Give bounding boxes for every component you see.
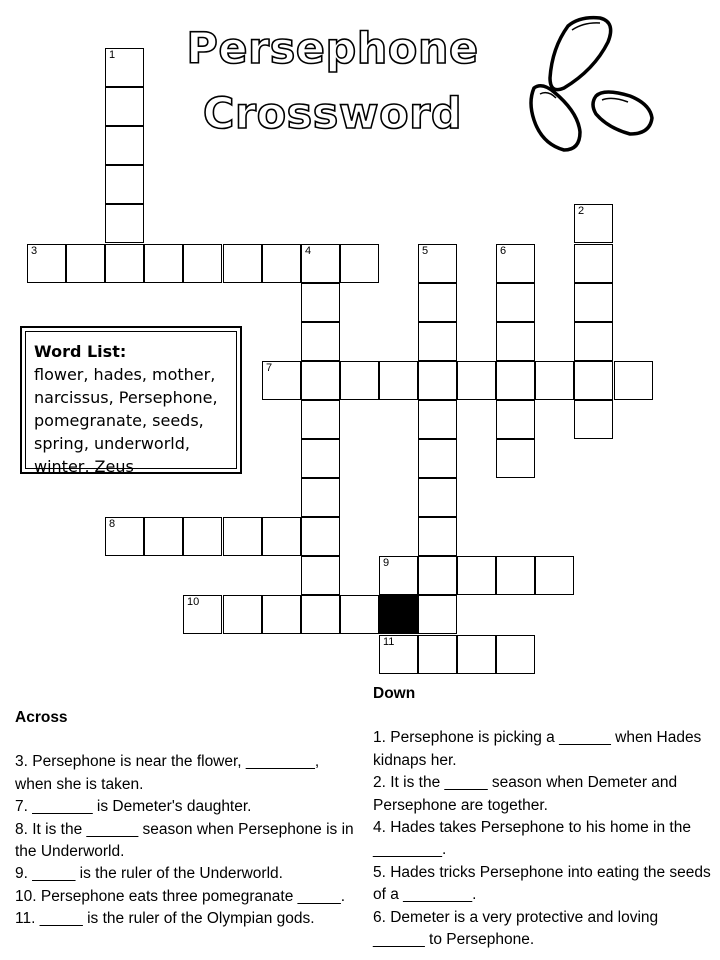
crossword-cell[interactable] xyxy=(301,439,340,478)
clue-number: 9 xyxy=(383,557,390,569)
black-square xyxy=(379,595,418,634)
crossword-cell[interactable] xyxy=(105,244,144,283)
clue-down-5: 5. Hades tricks Persephone into eating the seeds of a ________. xyxy=(373,863,711,904)
crossword-cell[interactable] xyxy=(418,400,457,439)
crossword-cell[interactable] xyxy=(574,244,613,283)
crossword-cell[interactable] xyxy=(105,204,144,243)
crossword-cell[interactable] xyxy=(496,322,535,361)
crossword-cell[interactable] xyxy=(418,478,457,517)
crossword-cell[interactable] xyxy=(496,361,535,400)
crossword-cell[interactable] xyxy=(223,244,262,283)
crossword-cell[interactable] xyxy=(340,361,379,400)
crossword-cell[interactable] xyxy=(535,361,574,400)
crossword-cell[interactable] xyxy=(457,556,496,595)
crossword-cell[interactable] xyxy=(379,361,418,400)
crossword-cell[interactable] xyxy=(496,400,535,439)
crossword-cell[interactable] xyxy=(418,517,457,556)
crossword-cell[interactable] xyxy=(105,517,144,556)
down-heading: Down xyxy=(373,685,416,702)
crossword-cell[interactable] xyxy=(457,635,496,674)
crossword-cell[interactable] xyxy=(301,322,340,361)
clue-number: 11 xyxy=(383,636,395,648)
crossword-cell[interactable] xyxy=(301,517,340,556)
crossword-cell[interactable] xyxy=(418,361,457,400)
crossword-cell[interactable] xyxy=(301,478,340,517)
clue-across-3: 3. Persephone is near the flower, ________, when she is taken. xyxy=(15,753,320,793)
crossword-cell[interactable] xyxy=(379,635,418,674)
word-list-title: Word List: xyxy=(34,342,127,361)
crossword-cell[interactable] xyxy=(418,439,457,478)
crossword-cell[interactable] xyxy=(301,244,340,283)
clue-across-10: 10. Persephone eats three pomegranate _____. xyxy=(15,887,346,905)
crossword-cell[interactable] xyxy=(418,322,457,361)
clue-number: 10 xyxy=(187,596,200,608)
clue-across-9: 9. _____ is the ruler of the Underworld. xyxy=(15,865,283,883)
clue-number: 1 xyxy=(109,49,116,61)
crossword-cell[interactable] xyxy=(183,595,222,634)
crossword-cell[interactable] xyxy=(496,244,535,283)
crossword-cell[interactable] xyxy=(262,595,301,634)
clue-number: 8 xyxy=(109,518,116,530)
clue-number: 3 xyxy=(31,245,38,257)
clue-down-4: 4. Hades takes Persephone to his home in the ________. xyxy=(373,819,691,859)
across-heading: Across xyxy=(15,709,68,726)
crossword-cell[interactable] xyxy=(418,283,457,322)
crossword-cell[interactable] xyxy=(105,165,144,204)
word-list-line: spring, underworld, xyxy=(34,434,190,453)
clue-down-2: 2. It is the _____ season when Demeter and Persephone are together. xyxy=(373,774,678,814)
crossword-cell[interactable] xyxy=(105,126,144,165)
crossword-cell[interactable] xyxy=(262,244,301,283)
crossword-cell[interactable] xyxy=(574,283,613,322)
word-list-box xyxy=(20,326,242,474)
crossword-cell[interactable] xyxy=(301,400,340,439)
clue-number: 7 xyxy=(266,362,273,374)
clue-across-11: 11. _____ is the ruler of the Olympian gods. xyxy=(15,910,315,928)
clue-number: 4 xyxy=(305,245,312,257)
clue-number: 5 xyxy=(422,245,429,257)
crossword-cell[interactable] xyxy=(223,595,262,634)
crossword-cell[interactable] xyxy=(105,48,144,87)
crossword-cell[interactable] xyxy=(574,400,613,439)
crossword-cell[interactable] xyxy=(301,283,340,322)
crossword-cell[interactable] xyxy=(535,556,574,595)
crossword-cell[interactable] xyxy=(614,361,653,400)
crossword-cell[interactable] xyxy=(457,361,496,400)
crossword-cell[interactable] xyxy=(144,517,183,556)
title-line-2: Crossword xyxy=(202,89,463,139)
crossword-cell[interactable] xyxy=(574,204,613,243)
crossword-cell[interactable] xyxy=(496,283,535,322)
title-line-1: Persephone xyxy=(186,24,479,74)
crossword-cell[interactable] xyxy=(27,244,66,283)
crossword-cell[interactable] xyxy=(262,361,301,400)
crossword-cell[interactable] xyxy=(301,556,340,595)
crossword-cell[interactable] xyxy=(183,244,222,283)
crossword-cell[interactable] xyxy=(144,244,183,283)
crossword-cell[interactable] xyxy=(105,87,144,126)
down-clues xyxy=(373,683,713,951)
crossword-cell[interactable] xyxy=(496,635,535,674)
crossword-cell[interactable] xyxy=(418,635,457,674)
crossword-cell[interactable] xyxy=(418,595,457,634)
crossword-cell[interactable] xyxy=(418,556,457,595)
crossword-cell[interactable] xyxy=(301,361,340,400)
word-list-line: winter, Zeus xyxy=(34,457,134,476)
clue-number: 2 xyxy=(578,205,585,217)
crossword-cell[interactable] xyxy=(340,595,379,634)
clue-down-6: 6. Demeter is a very protective and loving ______ to Persephone. xyxy=(373,908,659,949)
word-list-line: narcissus, Persephone, xyxy=(34,388,218,407)
clue-number: 6 xyxy=(500,245,507,257)
crossword-cell[interactable] xyxy=(574,361,613,400)
clue-across-7: 7. _______ is Demeter's daughter. xyxy=(15,798,252,816)
word-list-line: pomegranate, seeds, xyxy=(34,411,204,430)
crossword-cell[interactable] xyxy=(496,439,535,478)
crossword-cell[interactable] xyxy=(66,244,105,283)
clue-across-8: 8. It is the ______ season when Persephone is in the Underworld. xyxy=(15,820,354,861)
clue-down-1: 1. Persephone is picking a ______ when Hades kidnaps her. xyxy=(373,729,702,769)
crossword-cell[interactable] xyxy=(496,556,535,595)
crossword-cell[interactable] xyxy=(262,517,301,556)
word-list-line: flower, hades, mother, xyxy=(34,365,216,384)
crossword-cell[interactable] xyxy=(301,595,340,634)
crossword-cell[interactable] xyxy=(574,322,613,361)
crossword-cell[interactable] xyxy=(418,244,457,283)
crossword-cell[interactable] xyxy=(223,517,262,556)
across-clues xyxy=(15,707,355,931)
crossword-cell[interactable] xyxy=(183,517,222,556)
crossword-cell[interactable] xyxy=(340,244,379,283)
crossword-cell[interactable] xyxy=(379,556,418,595)
